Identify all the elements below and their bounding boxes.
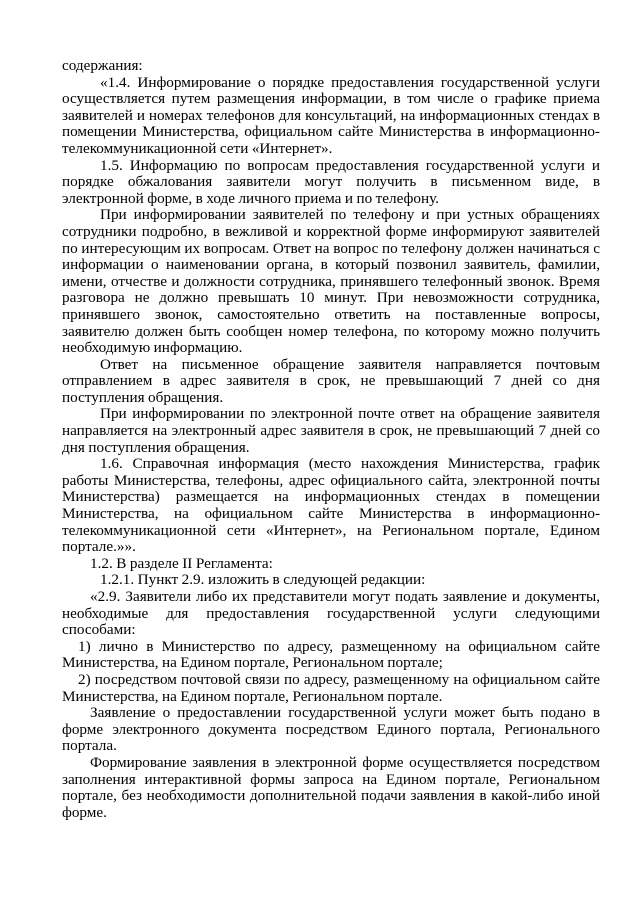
paragraph-1-6: 1.6. Справочная информация (место нахождения Министерства, график работы Министерства, телефоны, адрес официального сайта, электронной почты Министерства) размещается на информационных стендах в помещении Министерства, на официальном сайте Министерства в информационно-телекоммуникационной сети «Интернет», на Региональном портале, Едином портале.»».	[62, 455, 600, 556]
paragraph-electronic-form: Формирование заявления в электронной форме осуществляется посредством заполнения интерактивной формы запроса на Едином портале, Региональном портале, без необходимости дополнительной подачи заявления в какой-либо иной форме.	[62, 753, 600, 821]
paragraph-section-ii: 1.2. В разделе II Регламента:	[90, 554, 273, 572]
paragraph-1-4: «1.4. Информирование о порядке предоставления государственной услуги осуществляется путем размещения информации, в том числе о графике приема заявителей и номерах телефонов для консультаций, на информационных стендах в помещении Министерства, официальном сайте Министерства в информационно-телекоммуникационной сети «Интернет».	[62, 73, 600, 157]
paragraph-1-2-1: 1.2.1. Пункт 2.9. изложить в следующей редакции:	[100, 571, 426, 589]
list-item-1: 1) лично в Министерство по адресу, размещенному на официальном сайте Министерства, на Едином портале, Региональном портале;	[62, 637, 600, 672]
paragraph-electronic-application: Заявление о предоставлении государственной услуги может быть подано в форме электронного документа посредством Единого портала, Регионального портала.	[62, 704, 600, 755]
list-item-2: 2) посредством почтовой связи по адресу, размещенному на официальном сайте Министерства, на Едином портале, Региональном портале.	[62, 670, 600, 705]
paragraph-1-5: 1.5. Информацию по вопросам предоставления государственной услуги и порядке обжалования заявители могут получить в письменном виде, в электронной форме, в ходе личного приема и по телефону.	[62, 156, 600, 207]
paragraph-2-9: «2.9. Заявители либо их представители могут подать заявление и документы, необходимые для предоставления государственной услуги следующими способами:	[62, 588, 600, 639]
paragraph-continuation: содержания:	[62, 57, 143, 74]
paragraph-written-reply: Ответ на письменное обращение заявителя направляется почтовым отправлением в адрес заявителя в срок, не превышающий 7 дней со дня поступления обращения.	[62, 355, 600, 406]
paragraph-email-reply: При информировании по электронной почте ответ на обращение заявителя направляется на электронный адрес заявителя в срок, не превышающий 7 дней со дня поступления обращения.	[62, 405, 600, 456]
document-page	[62, 58, 600, 821]
paragraph-phone-info: При информировании заявителей по телефону и при устных обращениях сотрудники подробно, в вежливой и корректной форме информируют заявителей по интересующим их вопросам. Ответ на вопрос по телефону должен начинаться с информации о наименовании органа, в который позвонил заявитель, фамилии, имени, отчестве и должности сотрудника, принявшего телефонный звонок. Время разговора не должно превышать 10 минут. При невозможности сотрудника, принявшего звонок, самостоятельно ответить на поставленные вопросы, заявителю должен быть сообщен номер телефона, по которому можно получить необходимую информацию.	[62, 206, 600, 357]
